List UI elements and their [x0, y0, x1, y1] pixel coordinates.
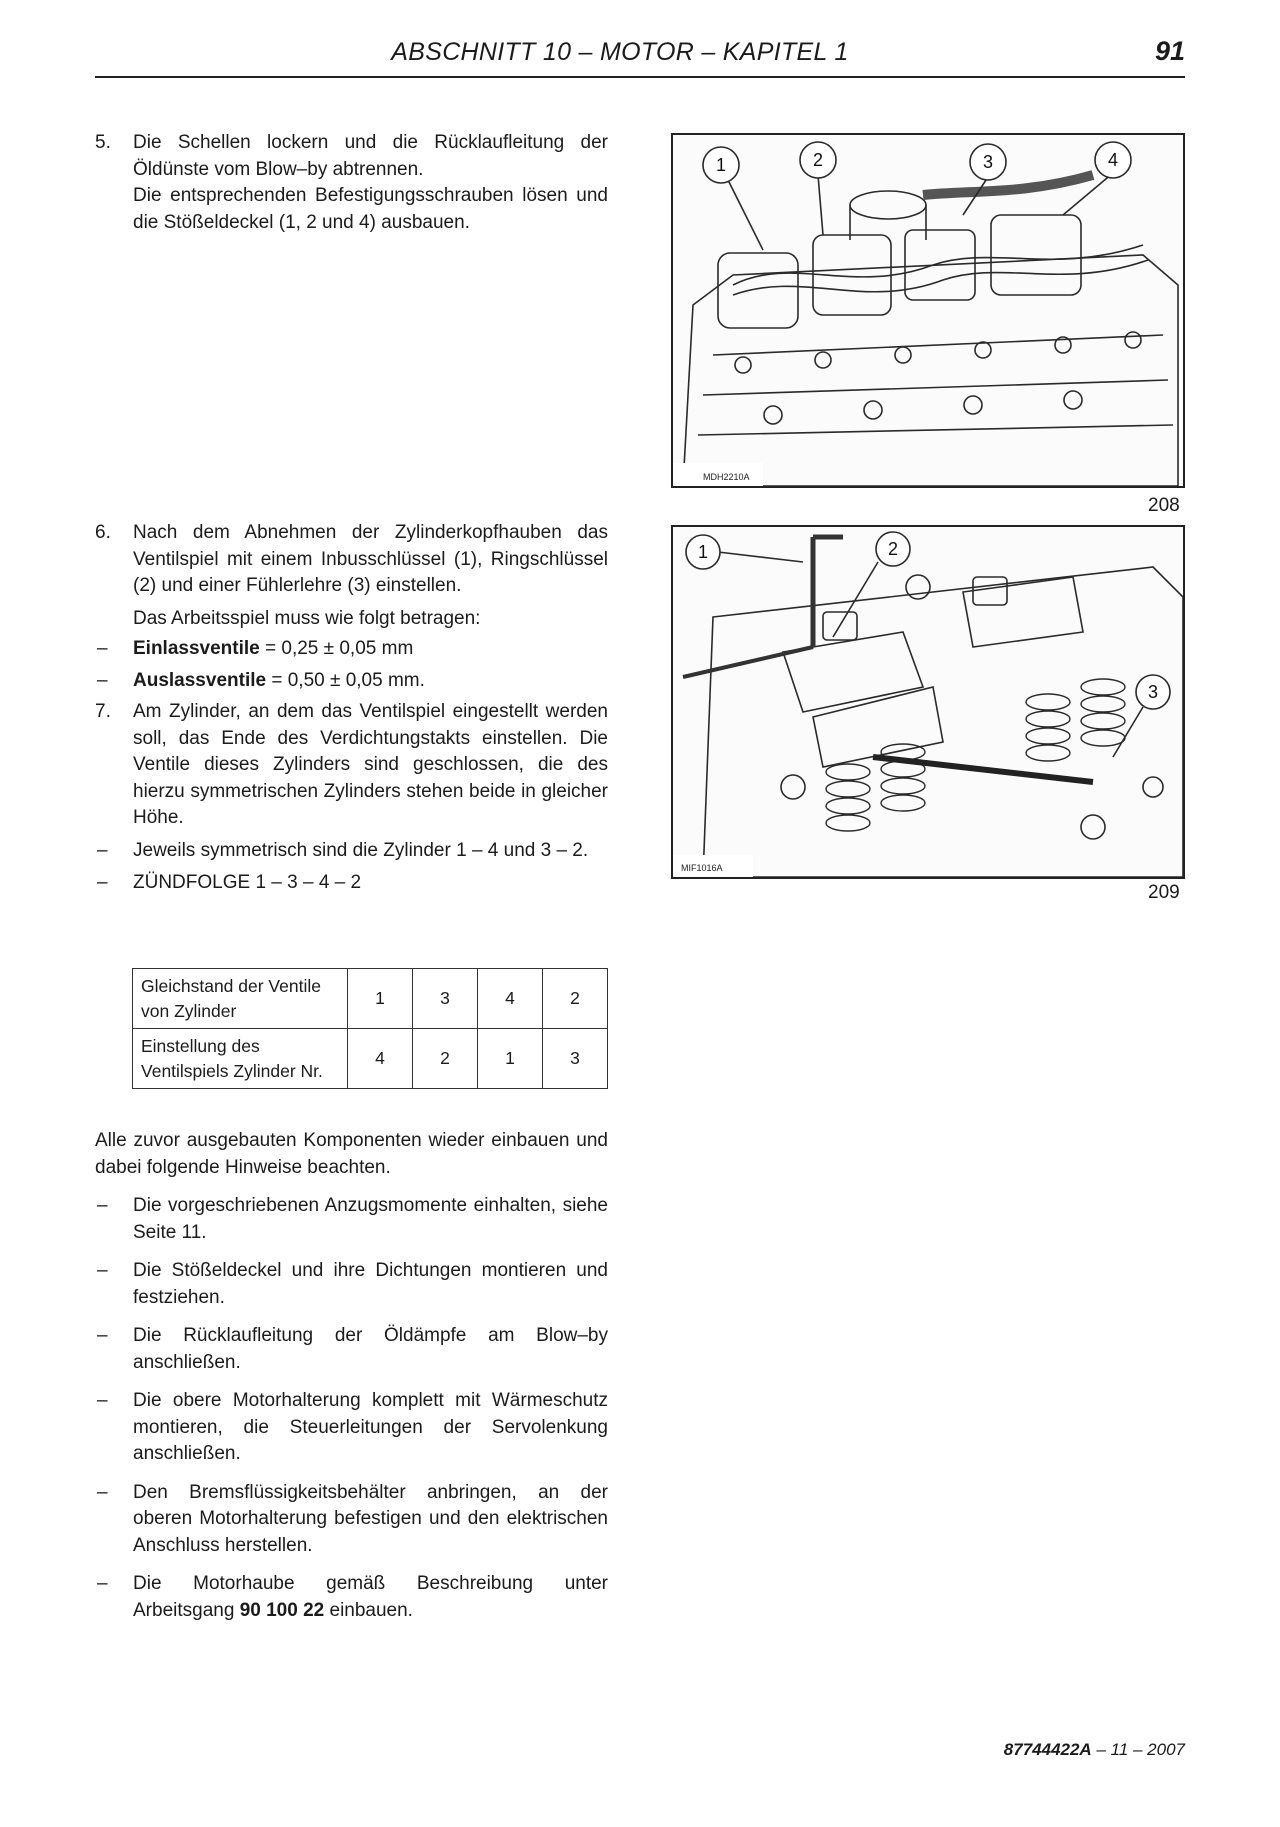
step-number: 7.	[95, 701, 111, 722]
list-item	[95, 1258, 608, 1311]
inlet-value: = 0,25 ± 0,05 mm	[259, 638, 414, 659]
list-item-text: Die Rücklaufleitung der Öldämpfe am Blow–by anschließen.	[133, 1325, 608, 1373]
callout-3: 3	[982, 152, 994, 172]
table-cell: 1	[478, 1029, 543, 1089]
step-5-text-1: Die Schellen lockern und die Rücklaufleitung der Öldünste vom Blow–by abtrennen.	[133, 132, 608, 180]
step-5	[95, 130, 608, 236]
callout-1: 1	[715, 155, 727, 175]
firing-order-table	[132, 968, 608, 1089]
list-item	[95, 1480, 608, 1560]
callout-1: 1	[697, 542, 709, 562]
callout-2: 2	[887, 539, 899, 559]
list-item-text: Die Motorhaube gemäß Beschreibung unter Arbeitsgang	[133, 1573, 608, 1621]
step-5-text-2: Die entsprechenden Befestigungsschrauben lösen und die Stößeldeckel (1, 2 und 4) ausbauen.	[133, 185, 608, 233]
dash-marker: –	[97, 839, 108, 861]
table-row	[133, 1029, 608, 1089]
valve-adjustment-illustration	[673, 527, 1183, 877]
figure-code: MDH2210A	[703, 472, 750, 482]
play-intro: Das Arbeitsspiel muss wie folgt betragen:	[133, 607, 481, 629]
list-item-text: Die vorgeschriebenen Anzugsmomente einhalten, siehe Seite 11.	[133, 1195, 608, 1243]
inlet-spec	[95, 636, 608, 663]
list-item	[95, 1323, 608, 1376]
header-divider	[95, 76, 1185, 78]
table-cell: 3	[543, 1029, 608, 1089]
dash-marker: –	[97, 1481, 108, 1503]
step-7	[95, 699, 608, 832]
figure-number-209: 209	[1148, 882, 1180, 903]
page-footer	[1004, 1740, 1185, 1760]
step-number: 5.	[95, 132, 111, 153]
symmetric-note-text: Jeweils symmetrisch sind die Zylinder 1 – 4 und 3 – 2.	[133, 839, 589, 861]
firing-order-text: ZÜNDFOLGE 1 – 3 – 4 – 2	[133, 872, 362, 893]
dash-marker: –	[97, 669, 108, 691]
inlet-label: Einlassventile	[133, 638, 260, 659]
step-number: 6.	[95, 522, 111, 543]
figure-209-valve-adjustment	[671, 525, 1185, 879]
table-cell: 4	[478, 969, 543, 1029]
table-cell: 4	[348, 1029, 413, 1089]
list-item	[95, 1571, 608, 1624]
outlet-value: = 0,50 ± 0,05 mm.	[266, 669, 425, 691]
table-row-label: Einstellung des Ventilspiels Zylinder Nr.	[133, 1029, 348, 1089]
engine-top-illustration	[673, 135, 1183, 486]
firing-order	[95, 870, 608, 897]
dash-marker: –	[97, 872, 108, 893]
step-6-section	[95, 520, 608, 897]
list-item	[95, 1193, 608, 1246]
dash-marker: –	[97, 1260, 108, 1281]
outlet-spec	[95, 668, 608, 695]
list-item	[95, 1388, 608, 1468]
list-item-text: Die Stößeldeckel und ihre Dichtungen montieren und festziehen.	[133, 1260, 608, 1308]
dash-marker: –	[97, 638, 108, 659]
table-cell: 3	[413, 969, 478, 1029]
table-cell: 1	[348, 969, 413, 1029]
figure-number-208: 208	[1148, 495, 1180, 516]
list-item-text-end: einbauen.	[324, 1599, 413, 1621]
dash-marker: –	[97, 1573, 108, 1594]
procedure-code: 90 100 22	[239, 1599, 325, 1621]
table-cell: 2	[543, 969, 608, 1029]
table-row-label: Gleichstand der Ventile von Zylinder	[133, 969, 348, 1029]
outlet-label: Auslassventile	[133, 669, 267, 691]
step-7-text: Am Zylinder, an dem das Ventilspiel eingestellt werden soll, das Ende des Verdichtungstakts einstellen. Die Ventile dieses Zylinders sind geschlossen, die des hierzu symmetrischen Zylinders stehen beide in gleicher Höhe.	[133, 701, 608, 828]
symmetric-note	[95, 838, 608, 865]
callout-4: 4	[1107, 150, 1119, 170]
step-6-text: Nach dem Abnehmen der Zylinderkopfhauben das Ventilspiel mit einem Inbusschlüssel (1), Ringschlüssel (2) und einer Fühlerlehre (3) einstellen.	[133, 522, 608, 596]
callout-3: 3	[1147, 682, 1159, 702]
step-6	[95, 520, 608, 632]
list-item-text: Den Bremsflüssigkeitsbehälter anbringen, an der oberen Motorhalterung befestigen und den elektrischen Anschluss herstellen.	[133, 1481, 608, 1556]
callout-2: 2	[812, 150, 824, 170]
figure-208-engine-top	[671, 133, 1185, 488]
table-cell: 2	[413, 1029, 478, 1089]
step-5-section	[95, 130, 608, 236]
table-row	[133, 969, 608, 1029]
dash-marker: –	[97, 1325, 108, 1346]
page-header-title: ABSCHNITT 10 – MOTOR – KAPITEL 1	[391, 38, 849, 66]
page-number: 91	[1154, 36, 1185, 66]
footer-date: – 11 – 2007	[1091, 1740, 1185, 1759]
dash-marker: –	[97, 1390, 108, 1411]
document-number: 87744422A	[1003, 1740, 1092, 1759]
dash-marker: –	[97, 1195, 108, 1216]
list-item-text: Die obere Motorhalterung komplett mit Wärmeschutz montieren, die Steuerleitungen der Servolenkung anschließen.	[133, 1390, 608, 1464]
figure-code: MIF1016A	[681, 863, 723, 873]
reassembly-intro: Alle zuvor ausgebauten Komponenten wieder einbauen und dabei folgende Hinweise beachten.	[95, 1130, 608, 1178]
reassembly-section	[95, 1128, 608, 1624]
